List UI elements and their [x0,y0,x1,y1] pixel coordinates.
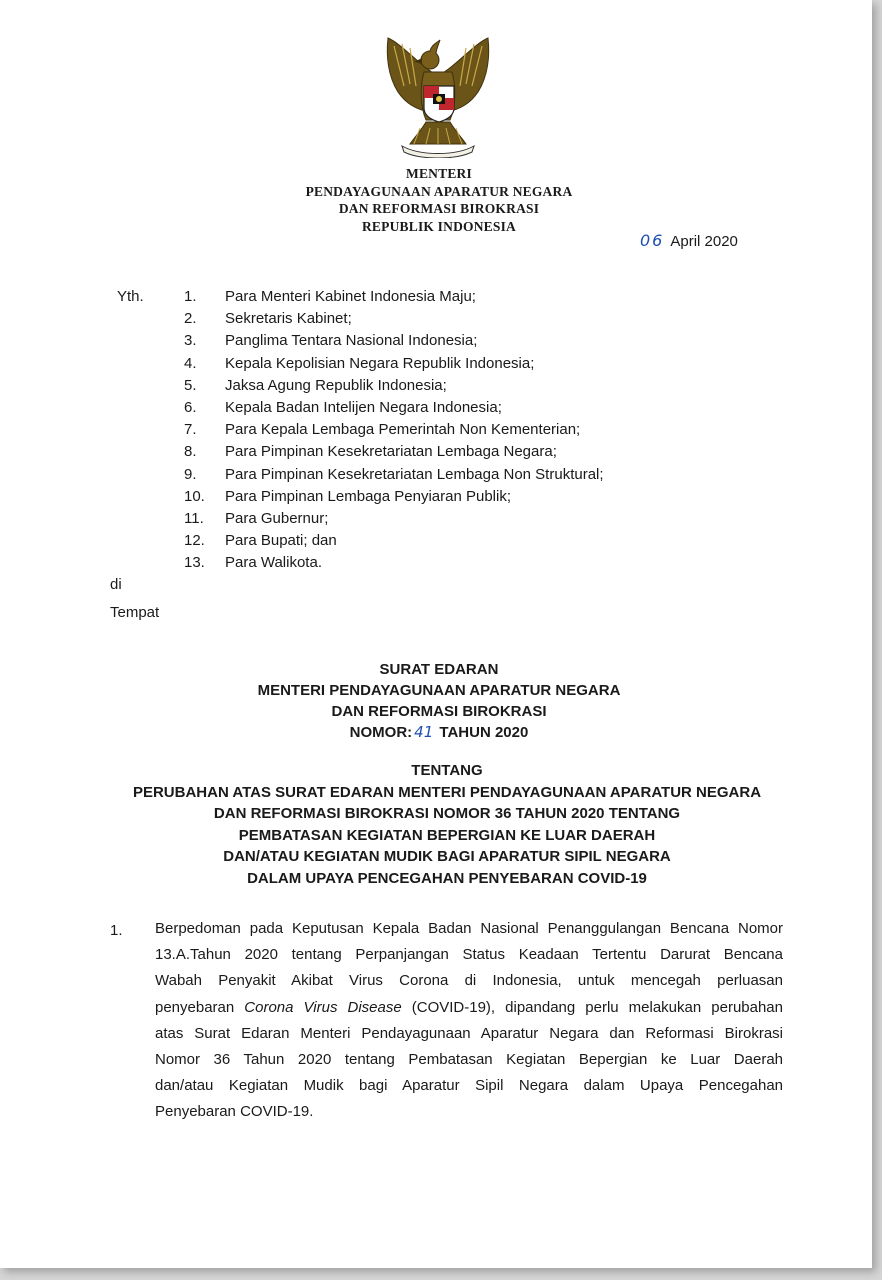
garuda-emblem [380,36,496,158]
list-item: 11. Para Gubernur; [184,509,329,527]
list-item: 13. Para Walikota. [184,554,322,572]
list-item: 1. Para Menteri Kabinet Indonesia Maju; [184,288,476,305]
list-item: 2. Sekretaris Kabinet; [184,310,352,328]
document-number: NOMOR: 41 TAHUN 2020 [349,723,529,741]
list-item: 12. Para Bupati; dan [184,532,337,550]
list-item: 5. Jaksa Agung Republik Indonesia; [184,376,447,394]
paragraph-number: 1. [110,922,123,939]
di-label: di [110,576,122,593]
letterhead-line: MENTERI [406,166,472,181]
recipient-list [184,288,604,576]
list-item: 10. Para Pimpinan Lembaga Penyiaran Publik; [184,487,512,505]
list-item: 8. Para Pimpinan Kesekretariatan Lembaga Negara; [184,443,557,461]
title-line: SURAT EDARAN [379,661,499,678]
body-paragraph: Berpedoman pada Keputusan Kepala Badan Nasional Penanggulangan Bencana Nomor 13.A.Tahun 2020 tentang Perpanjangan Status Keadaan Tertentu Darurat Bencana Wabah Penyakit Akibat Virus Corona di Indonesia, untuk mencegah perluasan penyebaran Corona Virus Disease (COVID-19), dipandang perlu melakukan perubahan atas Surat Edaran Menteri Pendayagunaan Aparatur Negara dan Reformasi Birokrasi Nomor 36 Tahun 2020 tentang Pembatasan Kegiatan Bepergian ke Luar Daerah dan/atau Kegiatan Mudik bagi Aparatur Sipil Negara dalam Upaya Pencegahan Penyebaran COVID-19. [155,920,783,1121]
title-line: DAN REFORMASI BIROKRASI [331,703,547,720]
document-title [0,659,878,743]
list-item: 6. Kepala Badan Intelijen Negara Indonesia; [184,398,502,416]
list-item: 9. Para Pimpinan Kesekretariatan Lembaga Non Struktural; [184,465,604,483]
handwritten-day: 06 [640,231,665,250]
list-item: 3. Panglima Tentara Nasional Indonesia; [184,332,478,350]
subject-line: DAN/ATAU KEGIATAN MUDIK BAGI APARATUR SIPIL NEGARA [223,848,671,865]
subject-line: DAN REFORMASI BIROKRASI NOMOR 36 TAHUN 2020 TENTANG [213,805,681,822]
ministry-letterhead [0,165,878,235]
tempat-label: Tempat [110,604,160,621]
title-line: MENTERI PENDAYAGUNAAN APARATUR NEGARA [257,682,621,699]
subject-line: PEMBATASAN KEGIATAN BEPERGIAN KE LUAR DAERAH [238,826,656,844]
letterhead-line: REPUBLIK INDONESIA [361,218,516,234]
list-item: 7. Para Kepala Lembaga Pemerintah Non Kementerian; [184,421,581,439]
handwritten-number: 41 [414,723,434,741]
subject-block [0,760,882,889]
yth-label: Yth. [117,288,144,305]
letter-date [640,231,738,250]
subject-line: PERUBAHAN ATAS SURAT EDARAN MENTERI PENDAYAGUNAAN APARATUR NEGARA [132,783,762,801]
subject-line: DALAM UPAYA PENCEGAHAN PENYEBARAN COVID-19 [247,869,647,887]
list-item: 4. Kepala Kepolisian Negara Republik Indonesia; [184,354,535,372]
subject-heading: TENTANG [411,762,483,779]
date-month-year: April 2020 [670,233,738,250]
letterhead-line: DAN REFORMASI BIROKRASI [338,201,540,216]
letterhead-line: PENDAYAGUNAAN APARATUR NEGARA [305,183,573,199]
